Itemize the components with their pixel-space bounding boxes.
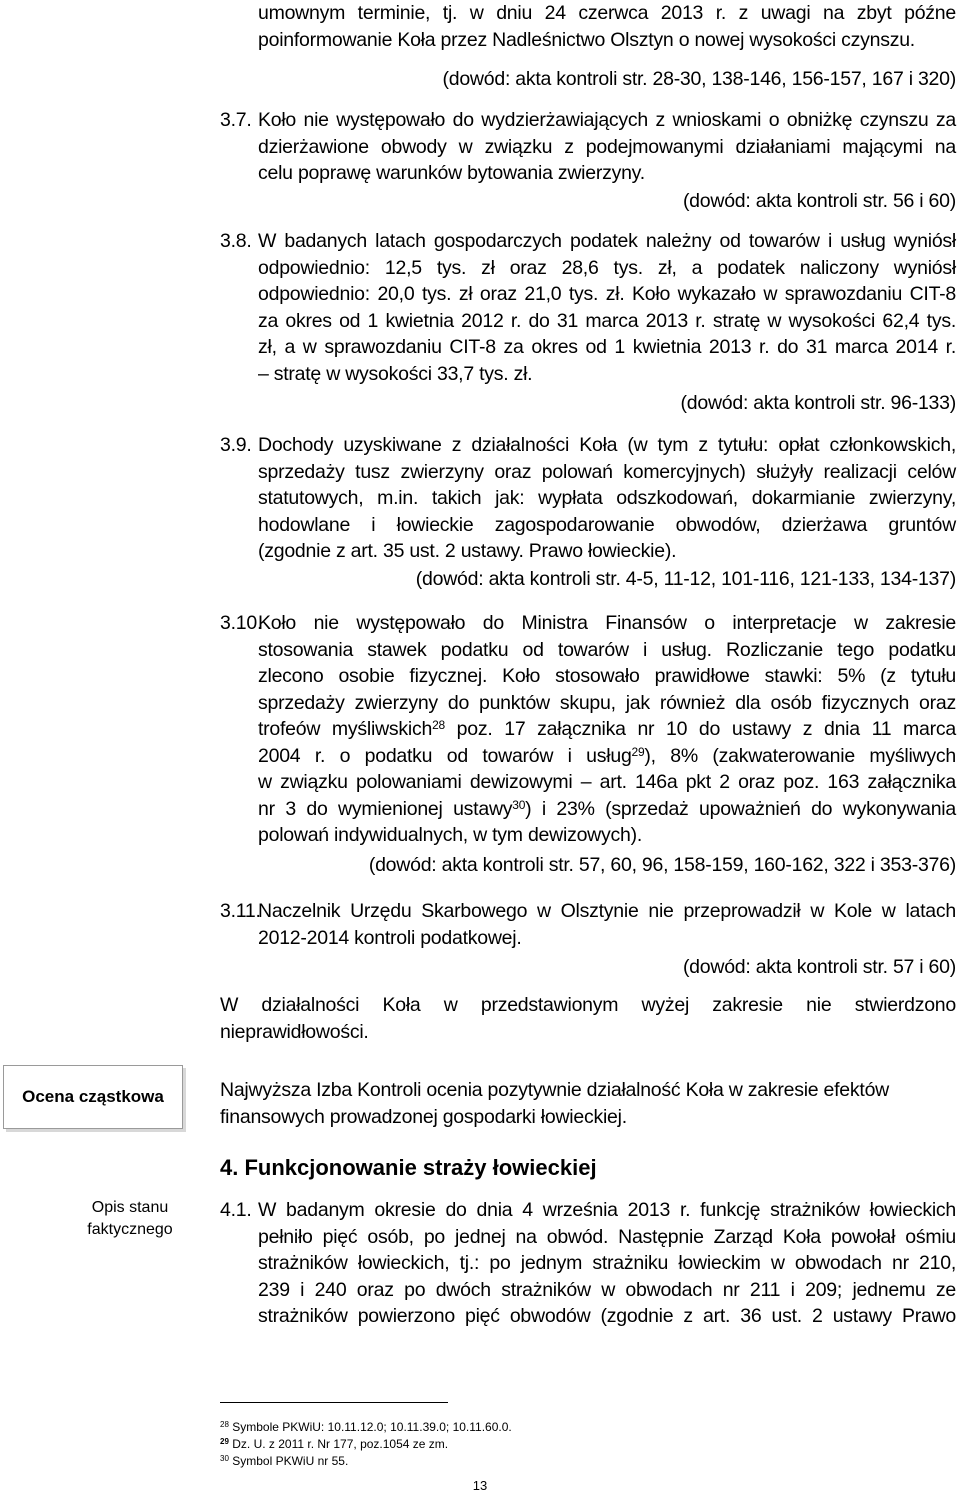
text-line: strażników łowieckich, tj.: po jednym strażniku łowieckim w obwodach nr 210,: [258, 1252, 956, 1274]
footnote-ref: 28: [432, 718, 445, 732]
top-paragraph: [258, 0, 956, 53]
text-line: Najwyższa Izba Kontroli ocenia pozytywnie działalność Koła w zakresie efektów: [220, 1079, 889, 1101]
evidence-note: (dowód: akta kontroli str. 56 i 60): [682, 190, 956, 212]
text-line: poinformowanie Koła przez Nadleśnictwo Olsztyn o nowej wysokości czynszu.: [258, 28, 915, 51]
paragraph-4-1: [258, 1197, 956, 1330]
text-line: odpowiednio: 20,0 tys. zł oraz 21,0 tys. zł. Koło wykazało w sprawozdaniu CIT-8: [258, 283, 956, 305]
ocena-czastkowa-box: Ocena cząstkowa: [3, 1065, 183, 1129]
footnote: [220, 1437, 448, 1452]
text-line: zł, a w sprawozdaniu CIT-8 za okres od 1 kwietnia 2013 r. do 31 marca 2014 r.: [258, 336, 956, 358]
text-line: [258, 716, 956, 743]
text-line: W badanym okresie do dnia 4 września 2013 r. funkcję strażników łowieckich: [258, 1199, 956, 1221]
text-line: – stratę w wysokości 33,7 tys. zł.: [258, 362, 533, 385]
section-heading: 4. Funkcjonowanie straży łowieckiej: [220, 1155, 597, 1180]
text-line: w związku polowaniami dewizowymi – art. 146a pkt 2 oraz poz. 163 załącznika: [258, 771, 956, 793]
evidence-note: (dowód: akta kontroli str. 57 i 60): [682, 956, 956, 978]
footnote-ref: 30: [512, 797, 526, 812]
text-line: za okres od 1 kwietnia 2012 r. do 31 marca 2013 r. stratę w wysokości 62,4 tys.: [258, 309, 956, 332]
ocena-paragraph: [220, 1077, 956, 1130]
text-fragment: trofeów myśliwskich: [258, 718, 433, 740]
text-fragment: ) i 23% (sprzedaż upoważnień do wykonywania: [525, 797, 956, 820]
evidence-note: (dowód: akta kontroli str. 57, 60, 96, 158-159, 160-162, 322 i 353-376): [368, 854, 956, 876]
text-line: umownym terminie, tj. w dniu 24 czerwca 2013 r. z uwagi na zbyt późne: [258, 2, 956, 24]
text-line: zlecono osobie fizycznej. Koło stosowało prawidłowe stawki: 5% (z tytułu: [258, 665, 956, 687]
text-fragment: ), 8% (zakwaterowanie myśliwych: [644, 744, 956, 767]
paragraph-3-9: [258, 432, 956, 565]
text-line: Koło nie występowało do wydzierżawiających z wnioskami o obniżkę czynszu za: [258, 109, 956, 131]
text-line: sprzedaży zwierzyny do punktów skupu, jak również dla osób fizycznych oraz: [258, 691, 956, 714]
text-line: odpowiednio: 12,5 tys. zł oraz 28,6 tys. zł, a podatek naliczony wyniósł: [258, 256, 956, 279]
evidence-note: (dowód: akta kontroli str. 4-5, 11-12, 101-116, 121-133, 134-137): [415, 568, 956, 590]
footnote-mark: 30: [220, 1454, 229, 1463]
footnote: [220, 1420, 512, 1435]
text-fragment: poz. 17 załącznika nr 10 do ustawy z dnia 11 marca: [444, 718, 956, 740]
text-line: 239 i 240 oraz po dwóch strażników w obwodach nr 211 i 209; jednemu ze: [258, 1278, 956, 1301]
text-line: faktycznego: [87, 1221, 173, 1238]
text-line: (zgodnie z art. 35 ust. 2 ustawy. Prawo łowieckie).: [258, 540, 677, 562]
footnote-ref: 29: [631, 744, 645, 759]
footnote-text: Symbol PKWiU nr 55.: [228, 1454, 349, 1468]
text-line: strażników powierzono pięć obwodów (zgodnie z art. 36 ust. 2 ustawy Prawo: [258, 1305, 956, 1327]
text-line: Koło nie występowało do Ministra Finansów o interpretacje w zakresie: [258, 612, 956, 634]
opis-stanu-label: [60, 1197, 200, 1241]
text-line: Dochody uzyskiwane z działalności Koła (w tym z tytułu: opłat członkowskich,: [258, 434, 956, 456]
paragraph-3-10: [258, 610, 956, 849]
summary-paragraph: [220, 992, 956, 1045]
section-number: 3.10.: [220, 612, 263, 634]
section-number: 3.7.: [220, 109, 252, 131]
paragraph-3-7: [258, 107, 956, 187]
text-line: dzierżawione obwody w związku z podejmowanymi działaniami mającymi na: [258, 135, 956, 158]
text-line: 2012-2014 kontroli podatkowej.: [258, 926, 522, 949]
text-line: sprzedaży tusz zwierzyny oraz polowań komercyjnych) służyły realizacji celów: [258, 460, 956, 483]
footnote-text: Symbole PKWiU: 10.11.12.0; 10.11.39.0; 10.11.60.0.: [228, 1420, 512, 1434]
text-line: finansowych prowadzonej gospodarki łowieckiej.: [220, 1105, 627, 1128]
section-number: 3.8.: [220, 230, 252, 252]
section-number: 3.9.: [220, 434, 252, 456]
text-line: pełniło pięć osób, po jednej na obwód. Następnie Zarząd Koła powołał ośmiu: [258, 1225, 956, 1248]
text-line: statutowych, m.in. takich jak: wypłata odszkodowań, dokarmianie zwierzyny,: [258, 487, 956, 509]
footnote-mark: 28: [220, 1420, 229, 1429]
footnote-text: Dz. U. z 2011 r. Nr 177, poz.1054 ze zm.: [228, 1437, 449, 1451]
text-line: W działalności Koła w przedstawionym wyżej zakresie nie stwierdzono: [220, 994, 956, 1016]
footnote-separator: [220, 1402, 448, 1403]
text-line: [258, 743, 956, 770]
text-line: Naczelnik Urzędu Skarbowego w Olsztynie nie przeprowadził w Kole w latach: [258, 900, 956, 922]
text-line: Opis stanu: [91, 1199, 169, 1216]
section-number: 3.11.: [220, 900, 261, 922]
text-line: W badanych latach gospodarczych podatek należny od towarów i usług wyniósł: [258, 230, 956, 252]
paragraph-3-8: [258, 228, 956, 387]
footnote: [220, 1454, 348, 1469]
text-fragment: 2004 r. o podatku od towarów i usług: [258, 744, 632, 767]
text-line: celu poprawę warunków bytowania zwierzyny.: [258, 162, 645, 184]
text-line: polowań indywidualnych, w tym dewizowych).: [258, 824, 643, 846]
text-fragment: nr 3 do wymienionej ustawy: [258, 797, 513, 820]
page-number: 13: [472, 1478, 488, 1493]
text-line: [258, 796, 956, 823]
evidence-note: (dowód: akta kontroli str. 28-30, 138-146, 156-157, 167 i 320): [442, 68, 956, 90]
text-line: nieprawidłowości.: [220, 1020, 369, 1043]
section-number: 4.1.: [220, 1199, 252, 1221]
evidence-note: (dowód: akta kontroli str. 96-133): [680, 392, 956, 414]
text-line: stosowania stawek podatku od towarów i usług. Rozliczanie tego podatku: [258, 638, 956, 661]
paragraph-3-11: [258, 898, 956, 951]
footnote-mark: 29: [220, 1437, 229, 1446]
text-line: hodowlane i łowieckie zagospodarowanie obwodów, dzierżawa gruntów: [258, 513, 956, 536]
